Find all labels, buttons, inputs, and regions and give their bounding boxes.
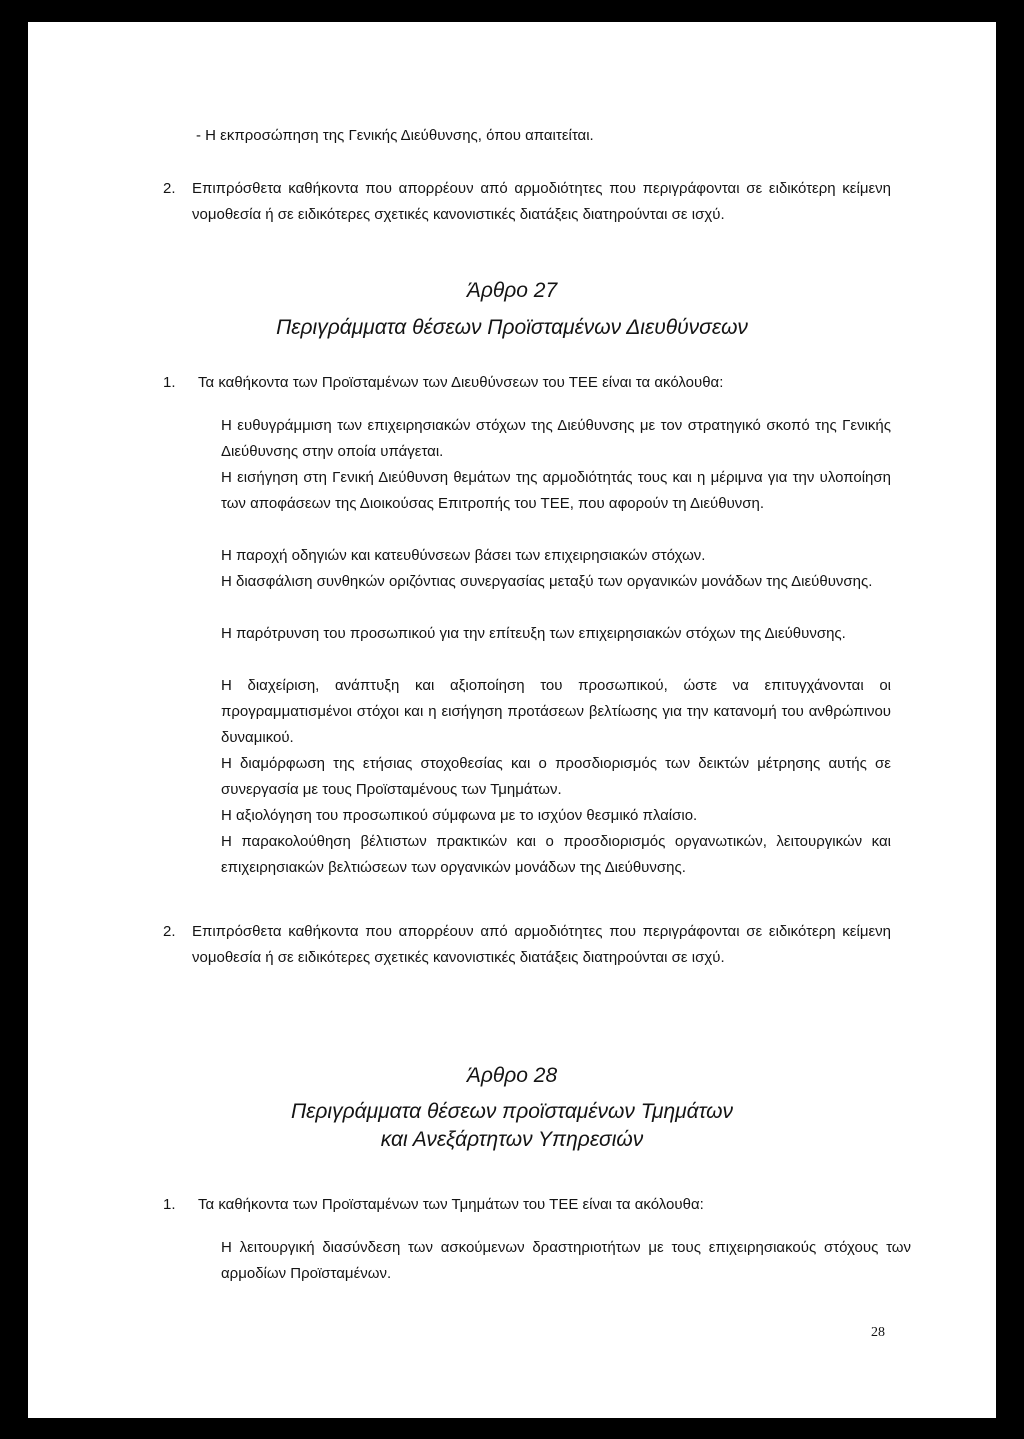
paragraph-number: 2. [163, 923, 176, 940]
article-28-title: Άρθρο 28 [466, 1064, 558, 1087]
paragraph-text: Επιπρόσθετα καθήκοντα που απορρέουν από αρμοδιότητες που περιγράφονται σε ειδικότερη κείμενη νομοθεσία ή σε ειδικότερες σχετικές κανονιστικές διατάξεις διατηρούνται σε ισχύ. [192, 923, 891, 966]
duty-item: Η παρακολούθηση βέλτιστων πρακτικών και ο προσδιορισμός οργανωτικών, λειτουργικών και επιχειρησιακών βελτιώσεων των οργανικών μονάδων της Διεύθυνσης. [221, 833, 891, 876]
duty-item: Η εισήγηση στη Γενική Διεύθυνση θεμάτων της αρμοδιότητάς τους και η μέριμνα για την υλοποίηση των αποφάσεων της Διοικούσας Επιτροπής του ΤΕΕ, που αφορούν τη Διεύθυνση. [221, 469, 891, 512]
paragraph-number: 1. [163, 1196, 176, 1213]
article-28-subtitle: και Ανεξάρτητων Υπηρεσιών [380, 1128, 644, 1151]
duty-item: Η λειτουργική διασύνδεση των ασκούμενων δραστηριοτήτων με τους επιχειρησιακούς στόχους των αρμοδίων Προϊσταμένων. [221, 1239, 911, 1282]
duty-item: Η παροχή οδηγιών και κατευθύνσεων βάσει των επιχειρησιακών στόχων. [221, 547, 706, 564]
paragraph-number: 2. [163, 180, 176, 197]
article-28-subtitle: Περιγράμματα θέσεων προϊσταμένων Τμημάτων [290, 1100, 734, 1123]
dash-item: - Η εκπροσώπηση της Γενικής Διεύθυνσης, όπου απαιτείται. [196, 127, 594, 144]
paragraph-intro: Τα καθήκοντα των Προϊσταμένων των Διευθύνσεων του ΤΕΕ είναι τα ακόλουθα: [198, 374, 724, 391]
duty-item: Η διαμόρφωση της ετήσιας στοχοθεσίας και ο προσδιορισμός των δεικτών μέτρησης αυτής σε συνεργασία με τους Προϊσταμένους των Τμημάτων. [221, 755, 891, 798]
duty-item: Η αξιολόγηση του προσωπικού σύμφωνα με το ισχύον θεσμικό πλαίσιο. [221, 807, 698, 824]
duty-item: Η ευθυγράμμιση των επιχειρησιακών στόχων της Διεύθυνσης με τον στρατηγικό σκοπό της Γενικής Διεύθυνσης στην οποία υπάγεται. [221, 417, 891, 460]
duty-item: Η διασφάλιση συνθηκών οριζόντιας συνεργασίας μεταξύ των οργανικών μονάδων της Διεύθυνσης. [221, 573, 873, 590]
document-page [28, 22, 996, 1418]
duty-item: Η παρότρυνση του προσωπικού για την επίτευξη των επιχειρησιακών στόχων της Διεύθυνσης. [221, 625, 846, 642]
paragraph-text: Επιπρόσθετα καθήκοντα που απορρέουν από αρμοδιότητες που περιγράφονται σε ειδικότερη κείμενη νομοθεσία ή σε ειδικότερες σχετικές κανονιστικές διατάξεις διατηρούνται σε ισχύ. [192, 180, 891, 223]
article-27-subtitle: Περιγράμματα θέσεων Προϊσταμένων Διευθύνσεων [276, 316, 748, 339]
duty-item: Η διαχείριση, ανάπτυξη και αξιοποίηση του προσωπικού, ώστε να επιτυγχάνονται οι προγραμματισμένοι στόχοι και η εισήγηση προτάσεων βελτίωσης για την κατανομή του ανθρώπινου δυναμικού. [221, 677, 891, 746]
paragraph-number: 1. [163, 374, 176, 391]
paragraph-intro: Τα καθήκοντα των Προϊσταμένων των Τμημάτων του ΤΕΕ είναι τα ακόλουθα: [198, 1196, 704, 1213]
article-27-title: Άρθρο 27 [466, 279, 558, 302]
page-number: 28 [871, 1325, 885, 1340]
